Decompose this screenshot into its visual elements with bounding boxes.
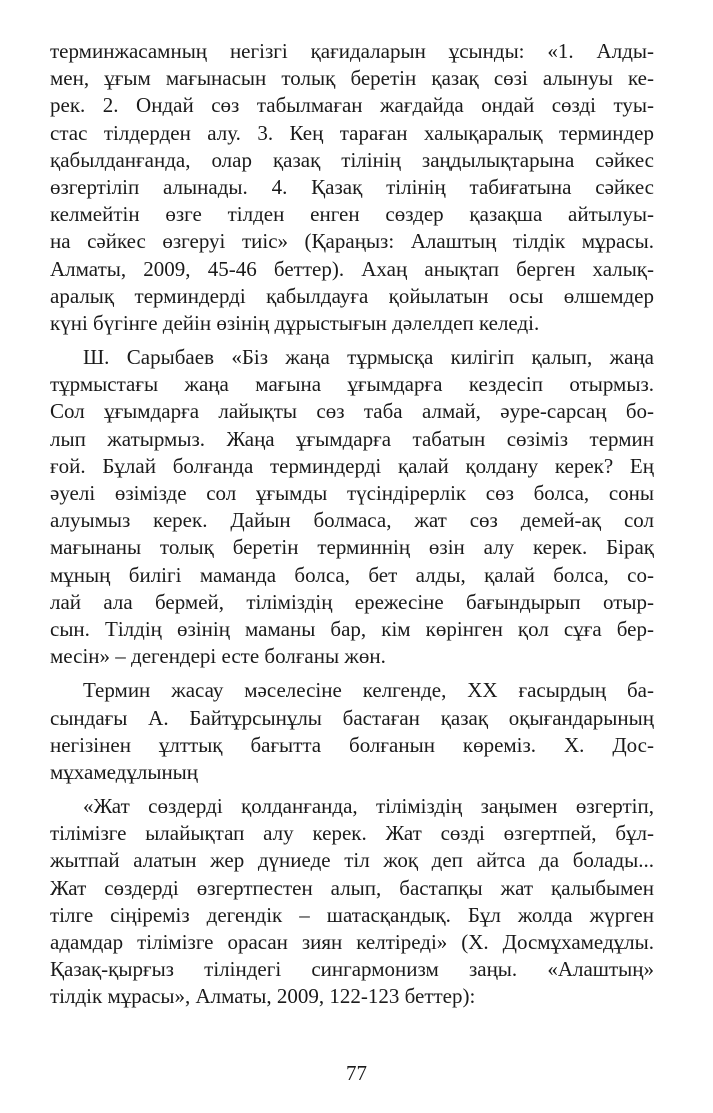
text-line: «Жат сөздерді қолданғанда, тіліміздің заңымен өзгертіп, (83, 794, 654, 819)
text-line: аралық терминдерді қабылдауға қойылатын осы өлшемдер (50, 283, 654, 308)
text-line: мұның билігі маманда болса, бет алды, қалай болса, со- (50, 562, 654, 587)
text-line: стас тілдерден алу. 3. Кең тараған халықаралық терминдер (50, 120, 654, 145)
text-line: мен, ұғым мағынасын толық беретін қазақ сөзі алынуы ке- (50, 66, 654, 91)
page-number: 77 (346, 1061, 367, 1085)
quote-paragraph (50, 793, 654, 1011)
text-line: на сәйкес өзгеруі тиіс» (Қараңыз: Алаштың тілдік мұрасы. (50, 229, 654, 254)
text-line: тілге сіңіреміз дегендік – шатасқандық. Бұл жолда жүрген (50, 902, 654, 927)
paragraph-3 (50, 677, 654, 786)
text-line: сын. Тілдің өзінің маманы бар, кім көрінген қол сұға бер- (50, 616, 654, 641)
text-line: рек. 2. Ондай сөз табылмаған жағдайда ондай сөзді туы- (50, 93, 654, 118)
text-line: жытпай алатын жер дүниеде тіл жоқ деп айтса да болады... (50, 848, 654, 873)
paragraph-2 (50, 344, 654, 670)
text-line: месін» – дегендері есте болғаны жөн. (50, 644, 386, 669)
text-line: Жат сөздерді өзгертпестен алып, бастапқы жат қалыбымен (50, 875, 654, 900)
text-line: лып жатырмыз. Жаңа ұғымдарға табатын сөзіміз термин (50, 426, 654, 451)
text-line: адамдар тілімізге орасан зиян келтіреді» (Х. Досмұхамедұлы. (50, 930, 654, 954)
text-line: тұрмыстағы жаңа мағына ұғымдарға кездесіп отырмыз. (50, 372, 654, 397)
page-body (50, 38, 654, 1011)
text-line: мағынаны толық беретін терминнің өзін алу керек. Бірақ (50, 535, 654, 560)
text-line: ғой. Бұлай болғанда терминдерді қалай қолдану керек? Ең (50, 453, 654, 478)
text-line: негізінен ұлттық бағытта болғанын көреміз. Х. Дос- (50, 732, 654, 757)
text-line: күні бүгінге дейін өзінің дұрыстығын дәлелдеп келеді. (50, 310, 540, 335)
text-line: келмейтін өзге тілден енген сөздер қазақша айтылуы- (50, 202, 654, 227)
text-line: Сол ұғымдарға лайықты сөз таба алмай, әуре-сарсаң бо- (50, 399, 654, 424)
text-line: тілімізге ылайықтап алу керек. Жат сөзді өзгертпей, бұл- (50, 821, 654, 846)
text-line: Термин жасау мәселесіне келгенде, XX ғасырдың ба- (83, 678, 654, 703)
text-line: қабылданғанда, олар қазақ тілінің заңдылықтарына сәйкес (50, 147, 654, 172)
text-line: әуелі өзімізде сол ұғымды түсіндірерлік сөз болса, соны (50, 481, 654, 505)
text-line: Ш. Сарыбаев «Біз жаңа тұрмысқа килігіп қалып, жаңа (83, 345, 654, 370)
text-line: алуымыз керек. Дайын болмаса, жат сөз демей-ақ сол (50, 508, 654, 533)
text-line: Қазақ-қырғыз тіліндегі сингармонизм заңы. «Алаштың» (50, 957, 654, 982)
text-line: Алматы, 2009, 45-46 беттер). Ахаң анықтап берген халық- (50, 256, 654, 281)
text-line: өзгертіліп алынады. 4. Қазақ тілінің табиғатына сәйкес (50, 174, 654, 199)
text-line: сындағы А. Байтұрсынұлы бастаған қазақ оқығандарының (50, 705, 654, 730)
paragraph-1 (50, 38, 654, 337)
text-line: лай ала бермей, тіліміздің ережесіне бағындырып отыр- (50, 589, 654, 614)
text-line: терминжасамның негізгі қағидаларын ұсынды: «1. Алды- (50, 39, 654, 63)
text-line: мұхамедұлының (50, 759, 199, 784)
text-line: тілдік мұрасы», Алматы, 2009, 122-123 беттер): (50, 984, 476, 1009)
